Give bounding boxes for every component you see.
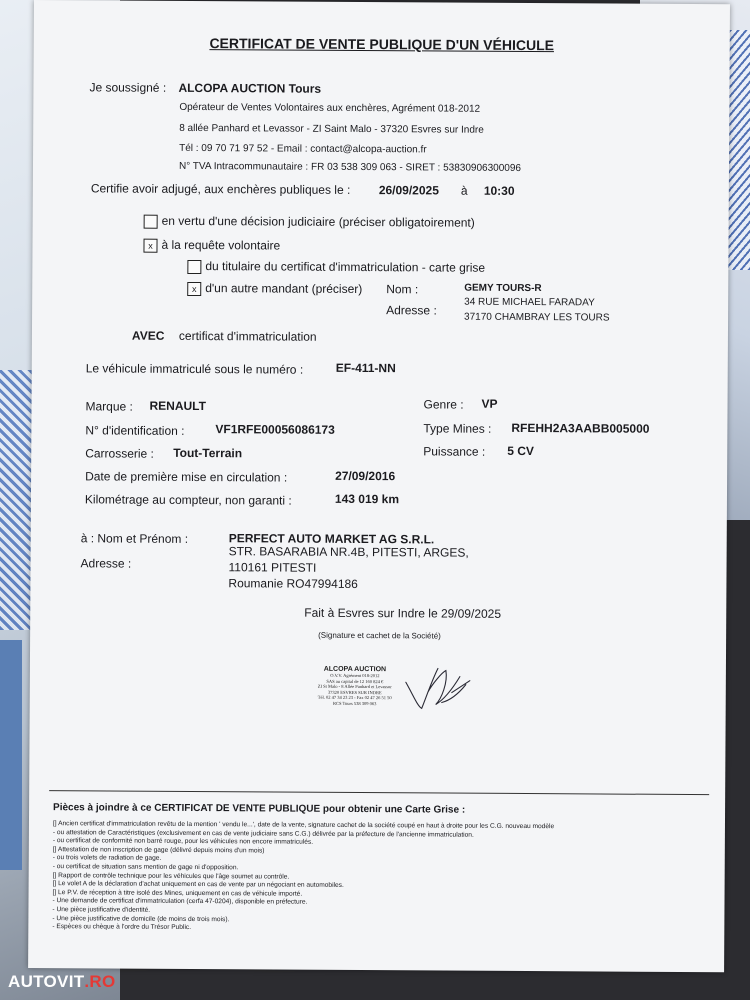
list-item: - Une demande de certificat d'immatriculation (cerfa 47-0204), disponible en préfecture. [52, 897, 308, 907]
mandant-address-line-1: 34 RUE MICHAEL FARADAY [464, 296, 595, 309]
buyer-address-line-2: 110161 PITESTI [228, 560, 317, 575]
auctioneer-name: ALCOPA AUCTION Tours [178, 80, 322, 96]
signature-note: (Signature et cachet de la Société) [318, 630, 441, 641]
mandant-name: GEMY TOURS-R [464, 282, 542, 295]
list-item: [] Le P.V. de réception à titre isolé des Mines, uniquement en cas de véhicule importé. [52, 888, 303, 898]
handwritten-signature [402, 662, 474, 712]
registration-number: EF-411-NN [335, 360, 396, 376]
vin-label: N° d'identification : [85, 423, 185, 438]
autovit-watermark [8, 972, 116, 992]
list-item: - ou certificat de situation sans mention de gage ni d'opposition. [52, 863, 239, 872]
stamp-company-name: ALCOPA AUCTION [323, 665, 387, 674]
vehicle-mileage: 143 019 km [334, 491, 400, 507]
mandant-name-label: Nom : [386, 282, 419, 297]
certificate-title: CERTIFICAT DE VENTE PUBLIQUE D'UN VÉHICULE [209, 35, 555, 54]
with-text: certificat d'immatriculation [178, 328, 317, 344]
holder-option-label: du titulaire du certificat d'immatriculation - carte grise [205, 259, 486, 275]
buyer-name: PERFECT AUTO MARKET AG S.R.L. [228, 531, 435, 547]
vehicle-type-mines: RFEHH2A3AABB005000 [511, 420, 650, 436]
stamp-line: ZI St Malo - 8 Allée Panhard et Levassor [317, 683, 392, 690]
type-mines-label: Type Mines : [423, 421, 492, 436]
list-item: [] Le volet A de la déclaration d'achat uniquement en cas de vente par un négociant en automobiles. [52, 880, 344, 890]
list-item: - ou trois volets de radiation de gage. [52, 854, 162, 863]
buyer-name-label: à : Nom et Prénom : [80, 531, 189, 546]
voluntary-checkbox[interactable]: x [143, 239, 157, 253]
sale-at: à [460, 183, 468, 198]
vehicle-power: 5 CV [507, 443, 534, 459]
sale-time: 10:30 [483, 183, 515, 198]
voluntary-option-label: à la requête volontaire [161, 237, 281, 253]
stamp-line: RCS Tours 538 309 063 [333, 700, 377, 707]
vehicle-vin: VF1RFE00056086173 [215, 422, 335, 437]
registration-label: Le véhicule immatriculé sous le numéro : [85, 361, 304, 377]
undersigned-label: Je soussigné : [89, 80, 167, 95]
certify-label: Certifie avoir adjugé, aux enchères publiques le : [90, 181, 351, 197]
list-item: [] Rapport de contrôle technique pour les véhicules que l'âge soumet au contrôle. [52, 871, 290, 881]
buyer-address-label: Adresse : [80, 556, 132, 571]
vehicle-genre: VP [481, 396, 498, 411]
certificate-sheet [28, 0, 730, 972]
address-line: 8 allée Panhard et Levassor - ZI Saint Malo - 37320 Esvres sur Indre [179, 122, 484, 136]
with-label: AVEC [131, 328, 165, 343]
list-item: - Une pièce justificative d'identité. [52, 906, 151, 914]
operator-line: Opérateur de Ventes Volontaires aux enchères, Agrément 018-2012 [179, 101, 481, 115]
stamp-line: SAS au capital de 12 160 824 € [326, 678, 384, 684]
watermark-brand: AUTOVIT [8, 972, 85, 991]
stamp-line: 37320 ESVRES SUR INDRE [327, 689, 382, 695]
footer-divider [49, 790, 709, 795]
genre-label: Genre : [423, 397, 464, 412]
sale-date: 26/09/2025 [378, 183, 439, 198]
buyer-address-line-3: Roumanie RO47994186 [228, 576, 358, 591]
stamp-line: O.V.V. Agrément 018-2012 [330, 672, 380, 679]
footer-title: Pièces à joindre à ce CERTIFICAT DE VENTE PUBLIQUE pour obtenir une Carte Grise : [53, 802, 466, 816]
first-registration-label: Date de première mise en circulation : [85, 469, 288, 485]
other-mandant-label: d'un autre mandant (préciser) [205, 281, 363, 297]
mandant-address-line-2: 37170 CHAMBRAY LES TOURS [464, 311, 610, 324]
make-label: Marque : [85, 399, 133, 414]
vehicle-make: RENAULT [149, 398, 207, 414]
judicial-option-label: en vertu d'une décision judiciaire (préciser obligatoirement) [161, 213, 475, 230]
power-label: Puissance : [423, 444, 486, 459]
mandant-address-label: Adresse : [386, 303, 437, 318]
mileage-label: Kilométrage au compteur, non garanti : [84, 492, 292, 508]
contact-line: Tél : 09 70 71 97 52 - Email : contact@alcopa-auction.fr [179, 142, 427, 156]
holder-checkbox[interactable] [187, 260, 201, 274]
body-label: Carrosserie : [85, 446, 154, 461]
list-item: [] Attestation de non inscription de gage (délivré depuis moins d'un mois) [52, 845, 265, 855]
list-item: - ou certificat de conformité non barré rouge, pour les véhicules non encore immatriculés. [52, 837, 314, 846]
list-item: - Une pièce justificative de domicile (de moins de trois mois). [52, 914, 230, 923]
watermark-suffix: .RO [84, 972, 116, 991]
judicial-checkbox[interactable] [144, 215, 158, 229]
background-document-edge [0, 640, 22, 870]
made-at-line: Fait à Esvres sur Indre le 29/09/2025 [304, 605, 502, 621]
vehicle-body: Tout-Terrain [173, 445, 243, 461]
list-item: - ou attestation de Caractéristiques (exclusivement en cas de vente judiciaire sans C.G.) délivrée par la préfecture de l'ancienne immatriculation. [52, 828, 474, 839]
stamp-line: Tél. 02 47 34 23 23 - Fax 02 47 26 51 50 [317, 695, 392, 701]
vat-line: N° TVA Intracommunautaire : FR 03 538 309 063 - SIRET : 53830906300096 [178, 160, 522, 174]
company-stamp [300, 666, 410, 707]
buyer-address-line-1: STR. BASARABIA NR.4B, PITESTI, ARGES, [228, 544, 469, 560]
required-documents-list [52, 820, 554, 935]
list-item: [] Ancien certificat d'immatriculation revêtu de la mention ' vendu le...', date de la vente, signature cachet de la société coupé en haut à droite pour les C.G. nouveau modèle [52, 820, 555, 831]
first-registration-date: 27/09/2016 [335, 468, 396, 484]
list-item: - Espèces ou chèque à l'ordre du Trésor Public. [52, 923, 192, 932]
other-mandant-checkbox[interactable]: x [187, 282, 201, 296]
